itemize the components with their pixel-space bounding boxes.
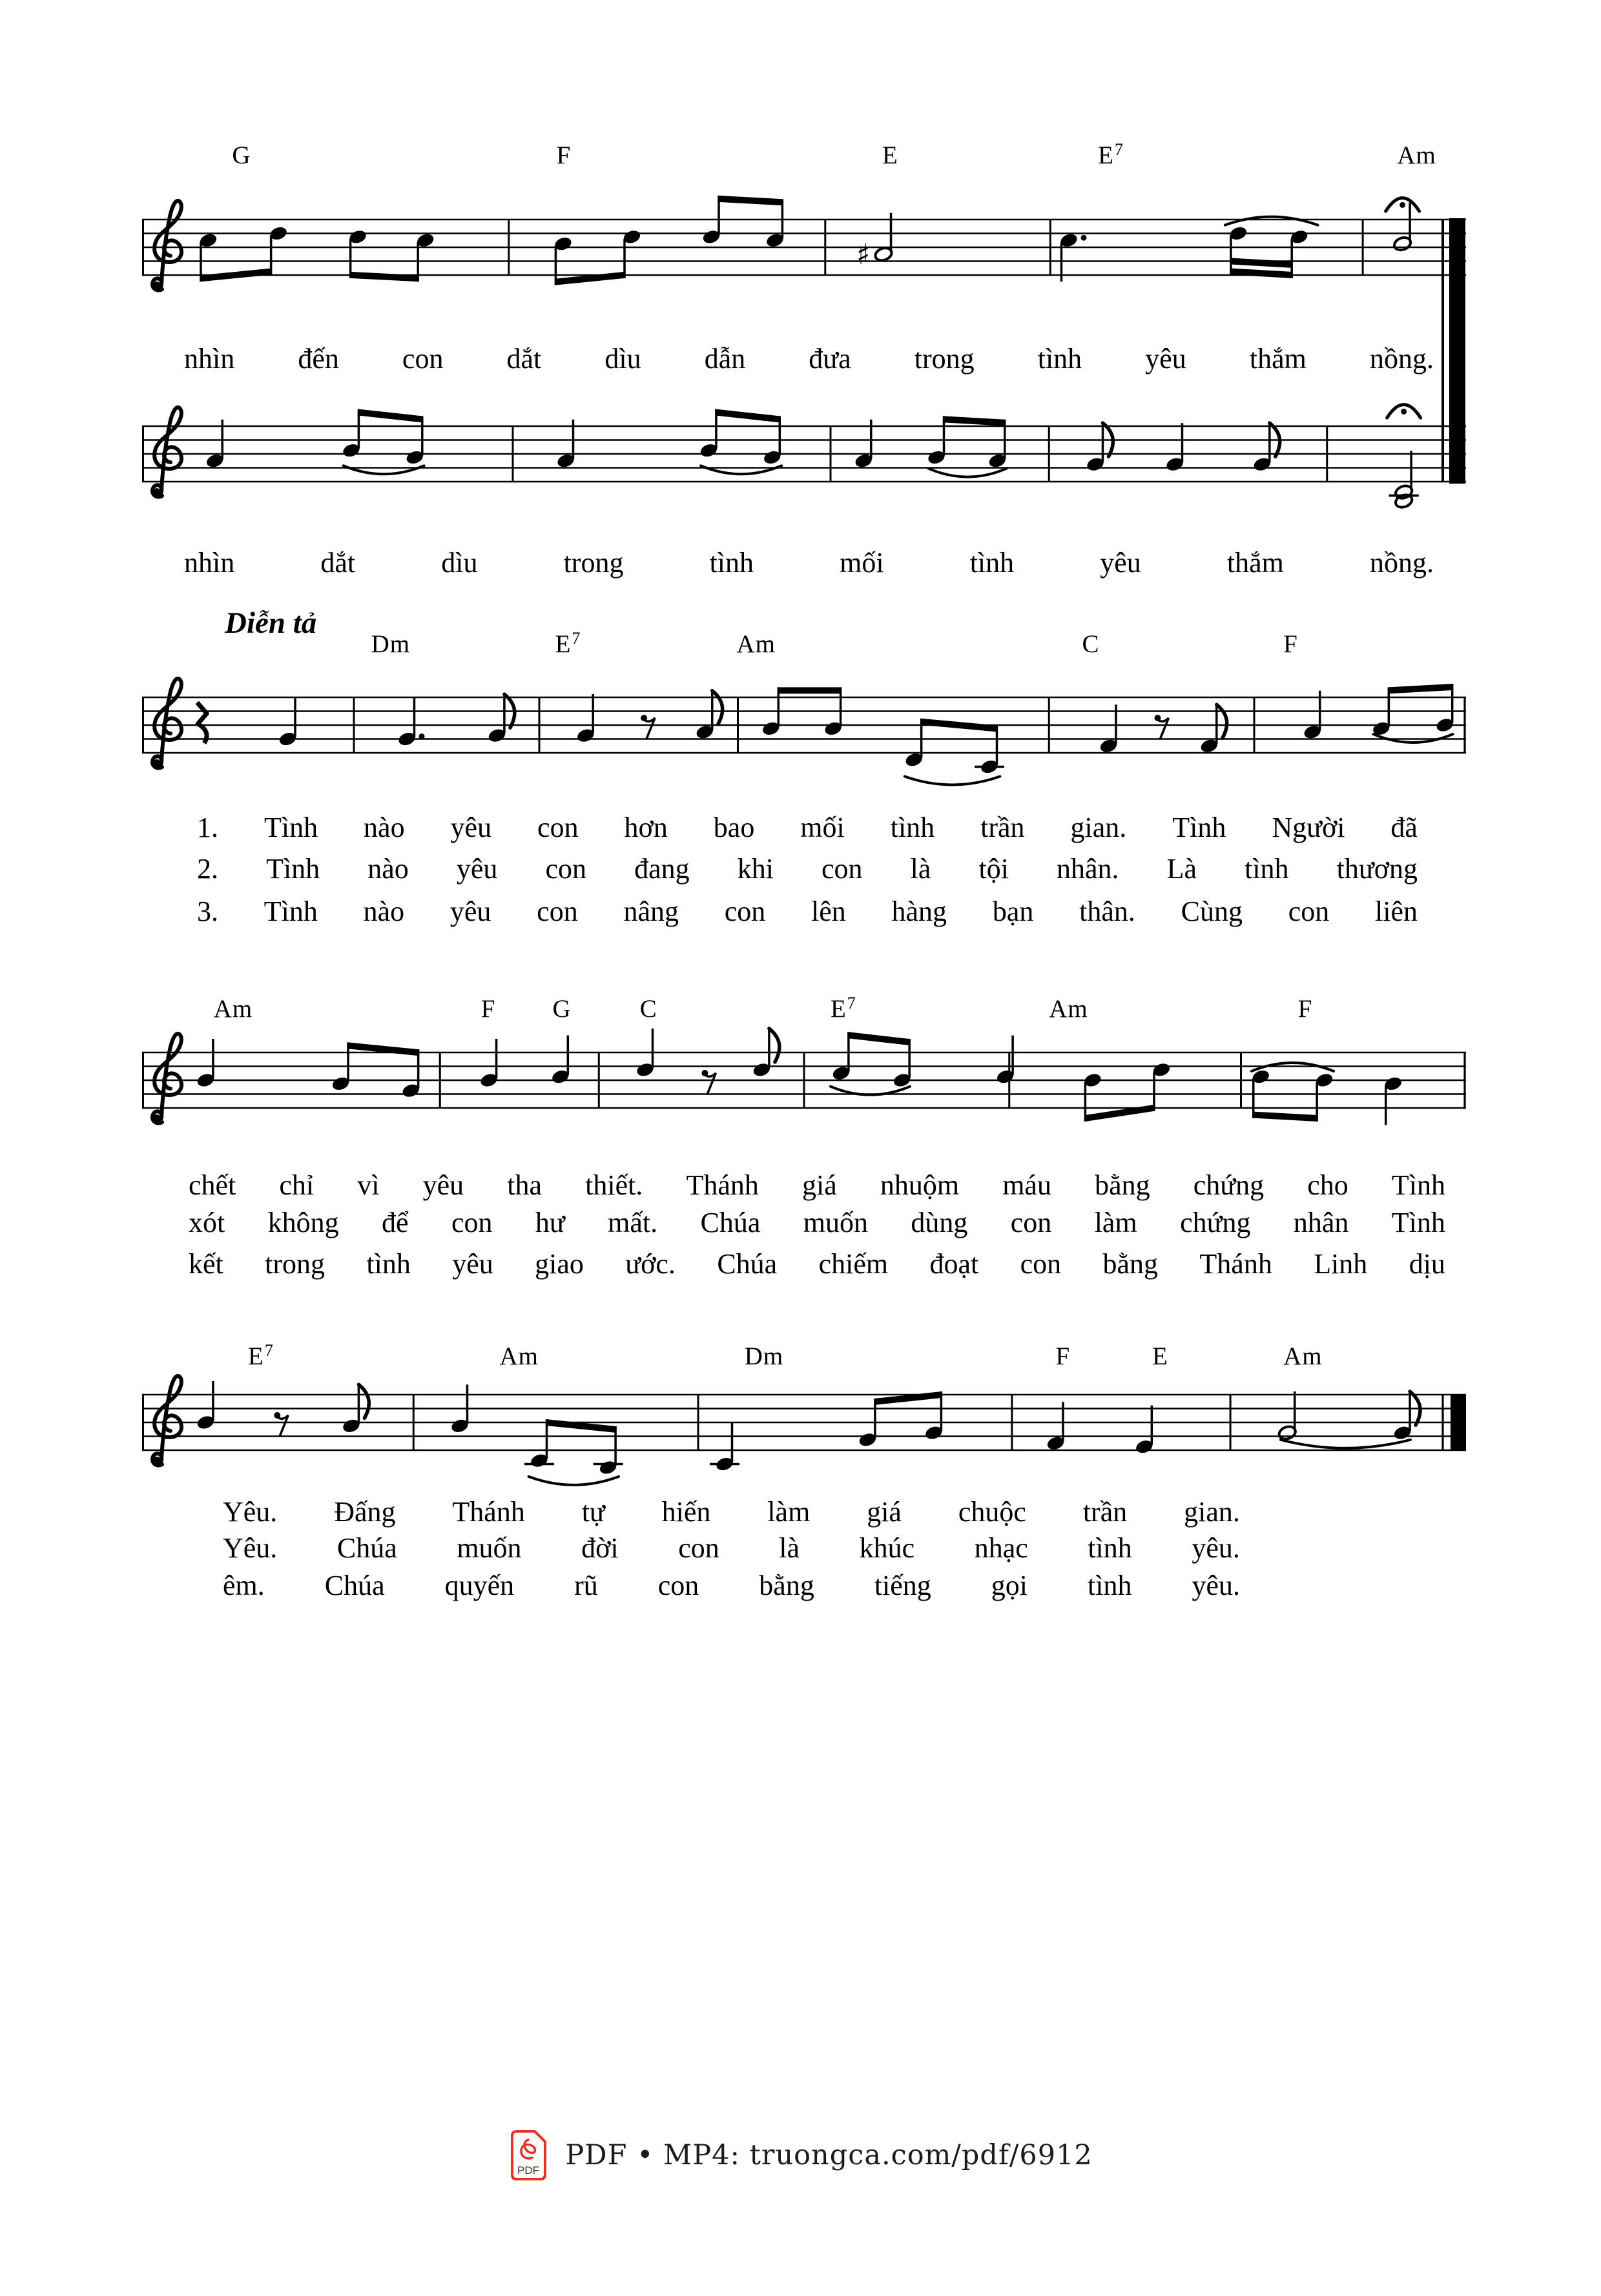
note [1165, 423, 1185, 473]
lyric-word: để [382, 1207, 409, 1238]
lyric-word: thương [1336, 853, 1418, 885]
lyric-word: kết [189, 1248, 223, 1280]
note [752, 1029, 780, 1078]
lyric-line [223, 1569, 1240, 1603]
note [397, 698, 425, 748]
lyric-word: trần [1082, 1496, 1128, 1528]
lyric-word: Là [1166, 853, 1197, 885]
lyric-word: Yêu. [223, 1532, 278, 1564]
lyric-word: yêu. [1192, 1532, 1240, 1564]
lyric-word: bao [713, 812, 755, 843]
chord-label: Am [499, 1342, 539, 1370]
lyric-word: liên [1375, 896, 1418, 927]
lyric-word: dắt [320, 547, 356, 579]
chord-label: Am [1283, 1342, 1323, 1370]
lyric-word: nhân [1293, 1207, 1349, 1238]
lyric-word: trong [914, 343, 975, 374]
note [892, 1039, 912, 1089]
note [831, 1032, 851, 1081]
lyric-word: yêu [1145, 343, 1186, 374]
chord-label: G [552, 995, 572, 1023]
lyric-word: dắt [506, 343, 542, 374]
note [1389, 451, 1419, 500]
lyric-word: Đấng [334, 1496, 396, 1528]
lyric-word: rũ [574, 1570, 598, 1601]
lyric-line [189, 1206, 1445, 1240]
expression-marking: Diễn tả [225, 606, 317, 640]
note [858, 1399, 878, 1448]
lyric-word: tha [507, 1169, 542, 1201]
lyric-word: con [537, 812, 579, 843]
lyric-word: con [1010, 1207, 1052, 1238]
lyric-word: con [678, 1532, 719, 1564]
lyric-word: thiết. [585, 1169, 643, 1201]
lyric-word: nhân. [1057, 853, 1119, 885]
lyric-word: êm. [223, 1570, 265, 1601]
lyric-word: mất. [608, 1207, 658, 1238]
chord-label: Am [213, 995, 253, 1023]
lyric-word: bằng [1095, 1169, 1150, 1201]
lyric-word: nồng. [1369, 547, 1434, 579]
lyric-word: thắm [1249, 343, 1307, 374]
note [1435, 684, 1455, 733]
note [401, 1049, 421, 1099]
lyric-word: nhìn [184, 343, 235, 374]
lyric-word: giá [867, 1496, 902, 1528]
note [1228, 225, 1248, 275]
chord-label: $E^7$ [1098, 140, 1124, 169]
lyric-line [223, 1495, 1240, 1529]
lyric-word: chứng [1193, 1169, 1265, 1201]
lyric-word: nào [364, 812, 405, 843]
lyric-word: dùng [911, 1207, 968, 1238]
lyric-word: mối [840, 547, 884, 579]
lyric-word: Tình [1172, 812, 1226, 843]
lyric-word: con [724, 896, 766, 927]
note [1314, 1072, 1334, 1122]
eighth-rest [641, 715, 655, 739]
lyric-word: Linh [1314, 1248, 1368, 1280]
chord-label: $E^7$ [831, 994, 856, 1023]
footer [0, 2128, 1601, 2182]
lyric-word: Tình [1391, 1207, 1445, 1238]
lyric-line [197, 852, 1418, 886]
chord-label: C [639, 995, 657, 1023]
lyric-word: con [821, 853, 863, 885]
note [927, 416, 947, 466]
note [269, 225, 289, 275]
lyric-word: nồng. [1369, 343, 1434, 374]
staff-system-s3 [142, 600, 1466, 846]
treble-clef-icon [152, 201, 181, 291]
note [701, 196, 721, 245]
lyric-word: lên [811, 896, 846, 927]
lyric-word: mối [800, 812, 845, 843]
lyric-word: tội [978, 853, 1009, 885]
lyric-word: chứng [1180, 1207, 1251, 1238]
lyric-word: nào [367, 853, 409, 885]
lyric-word: hơn [624, 812, 668, 843]
lyric-word: đang [634, 853, 690, 885]
lyric-word: yêu [456, 853, 498, 885]
lyric-word: chết [189, 1169, 236, 1201]
lyric-word: bằng [759, 1570, 814, 1601]
lyric-word: chỉ [279, 1169, 315, 1201]
lyric-word: Cùng [1181, 896, 1243, 927]
note [1389, 493, 1419, 509]
note [856, 213, 893, 271]
lyric-word: thân. [1079, 896, 1135, 927]
lyric-word: nâng [623, 896, 679, 927]
chord-label: F [1283, 630, 1298, 658]
lyric-word: dịu [1409, 1248, 1445, 1280]
chord-label: C [1082, 630, 1100, 658]
lyric-word: Thánh [452, 1496, 525, 1528]
note [1086, 423, 1113, 473]
lyric-word: yêu [422, 1169, 464, 1201]
lyric-word: yêu [1100, 547, 1141, 579]
quarter-rest [197, 702, 207, 743]
lyric-word: Tình [263, 896, 318, 927]
lyric-word: con [451, 1207, 493, 1238]
lyric-word: yêu [452, 1248, 493, 1280]
lyric-word: xót [189, 1207, 225, 1238]
eighth-rest [701, 1070, 716, 1094]
lyric-word: dìu [604, 343, 641, 374]
note [995, 1036, 1015, 1085]
lyric-line [223, 1532, 1240, 1565]
pdf-file-icon[interactable] [508, 2128, 548, 2182]
lyric-word: Tình [266, 853, 320, 885]
note [1372, 687, 1392, 737]
note [342, 1384, 369, 1434]
lyric-word: Chúa [717, 1248, 778, 1280]
note [196, 1039, 216, 1089]
lyric-word: Chúa [336, 1532, 397, 1564]
lyric-word: tình [1088, 1570, 1132, 1601]
chord-label: Am [1049, 995, 1088, 1023]
lyric-word: đoạt [929, 1248, 979, 1280]
lyric-word: đã [1390, 812, 1418, 843]
chord-label: F [1055, 1342, 1071, 1370]
lyric-line [184, 546, 1434, 580]
note [487, 694, 515, 744]
lyric-word: dìu [441, 547, 478, 579]
lyric-line [197, 811, 1418, 845]
lyric-word: 3. [197, 896, 218, 927]
lyric-word: muốn [457, 1532, 522, 1564]
lyric-word: không [267, 1207, 339, 1238]
chord-label: E [882, 141, 898, 169]
lyric-word: giá [801, 1169, 837, 1201]
treble-clef-icon [152, 679, 181, 768]
note [405, 416, 425, 466]
lyric-word: Thánh [686, 1169, 759, 1201]
lyric-word: nhìn [184, 547, 235, 579]
chord-label: Am [736, 630, 776, 658]
treble-clef-icon [152, 1376, 181, 1466]
note [975, 726, 1004, 775]
eighth-rest [1155, 715, 1169, 739]
chord-label: Dm [371, 630, 411, 658]
note [1383, 1075, 1403, 1125]
lyric-word: Tình [1391, 1169, 1445, 1201]
note [635, 1029, 656, 1078]
lyric-word: tự [581, 1496, 605, 1528]
note [1251, 1069, 1271, 1118]
lyric-word: trần [980, 812, 1025, 843]
lyric-word: máu [1002, 1169, 1051, 1201]
lyric-word: giao [535, 1248, 584, 1280]
fermata-icon [1386, 198, 1420, 211]
lyric-word: chiếm [818, 1248, 889, 1280]
lyric-word: nào [363, 896, 405, 927]
note [763, 416, 783, 466]
note [196, 1381, 216, 1431]
lyric-word: hư [535, 1207, 565, 1238]
lyric-word: chuộc [958, 1496, 1026, 1528]
lyric-word: con [402, 343, 444, 374]
note [450, 1384, 470, 1434]
chord-label: Dm [744, 1342, 784, 1370]
lyric-word: gian. [1070, 812, 1127, 843]
note [575, 694, 595, 744]
lyric-word: cho [1307, 1169, 1348, 1201]
note [331, 1042, 351, 1092]
lyric-word: con [657, 1570, 699, 1601]
lyric-word: tiếng [874, 1570, 931, 1601]
note [594, 1426, 623, 1476]
lyric-word: con [1288, 896, 1330, 927]
lyric-word: con [1020, 1248, 1062, 1280]
lyric-line [197, 895, 1418, 928]
chord-label: F [480, 995, 496, 1023]
note [278, 698, 298, 748]
note [479, 1039, 499, 1089]
lyric-word: gian. [1184, 1496, 1240, 1528]
lyric-word: Yêu. [223, 1496, 278, 1528]
chord-label: G [232, 141, 251, 169]
note [524, 1419, 554, 1469]
note [1289, 229, 1309, 278]
note [342, 409, 362, 459]
lyric-word: đời [581, 1532, 619, 1564]
lyric-word: quyến [444, 1570, 515, 1601]
lyric-word: thắm [1226, 547, 1284, 579]
note [1135, 1406, 1155, 1455]
note [761, 687, 781, 737]
lyric-word: tình [1245, 853, 1289, 885]
lyric-word: gọi [991, 1570, 1028, 1601]
note [1252, 423, 1280, 473]
note [699, 409, 719, 459]
lyric-word: tình [969, 547, 1015, 579]
staff-system-s2 [142, 329, 1466, 575]
lyric-word: nhuộm [880, 1169, 960, 1201]
lyric-word: yêu [449, 896, 491, 927]
lyric-word: trong [265, 1248, 325, 1280]
lyric-word: Tình [263, 812, 318, 843]
lyric-word: muốn [803, 1207, 868, 1238]
lyric-word: đưa [809, 343, 851, 374]
lyric-word: làm [1094, 1207, 1137, 1238]
fermata-icon [1387, 405, 1421, 418]
lyric-word: trong [563, 547, 624, 579]
lyric-word: Người [1272, 812, 1345, 843]
lyric-word: Chúa [324, 1570, 385, 1601]
lyric-word: tình [1037, 343, 1082, 374]
lyric-line [189, 1247, 1445, 1281]
lyric-word: 2. [197, 853, 218, 885]
lyric-word: khúc [859, 1532, 915, 1564]
note [710, 1423, 739, 1473]
lyric-word: con [537, 896, 578, 927]
lyric-word: khi [737, 853, 774, 885]
staff-system-s4 [142, 956, 1466, 1201]
lyric-word: tình [366, 1248, 411, 1280]
eighth-rest [274, 1412, 288, 1436]
lyric-word: bằng [1102, 1248, 1159, 1280]
note [1392, 1391, 1420, 1441]
lyric-word: đến [298, 343, 339, 374]
note [1392, 203, 1412, 252]
treble-clef-icon [152, 407, 181, 497]
lyric-line [189, 1169, 1445, 1202]
lyric-word: là [779, 1532, 800, 1564]
lyric-word: Chúa [700, 1207, 761, 1238]
note [1277, 1391, 1297, 1441]
lyric-word: hiến [661, 1496, 711, 1528]
lyric-word: hàng [891, 896, 947, 927]
chord-label: Am [1397, 141, 1436, 169]
lyric-word: yêu. [1192, 1570, 1240, 1601]
lyric-word: vì [357, 1169, 380, 1201]
note [823, 687, 843, 737]
lyric-word: Thánh [1199, 1248, 1272, 1280]
note [765, 199, 785, 249]
lyric-word: yêu [450, 812, 492, 843]
chord-label: F [1297, 995, 1313, 1023]
lyric-word: con [545, 853, 587, 885]
lyric-word: làm [767, 1496, 811, 1528]
chord-label: $E^7$ [248, 1341, 274, 1370]
lyric-word: là [910, 853, 931, 885]
lyric-word: dẫn [704, 343, 746, 374]
lyric-word: nhạc [974, 1532, 1028, 1564]
lyric-word: tình [1088, 1532, 1132, 1564]
lyric-word: tình [890, 812, 935, 843]
lyric-word: ước. [625, 1248, 676, 1280]
chord-label: E [1152, 1342, 1168, 1370]
lyric-word: 1. [197, 812, 218, 843]
lyric-word: bạn [992, 896, 1034, 927]
pdf-badge-text: PDF [517, 2164, 540, 2177]
note [551, 1036, 571, 1085]
note [348, 229, 368, 278]
chord-label: $E^7$ [555, 629, 581, 658]
note [622, 229, 642, 278]
treble-clef-icon [152, 1034, 181, 1123]
note [1152, 1061, 1172, 1111]
footer-link[interactable]: PDF • MP4: truongca.com/pdf/6912 [565, 2139, 1093, 2171]
accidental-sharp-icon: ♯ [856, 238, 871, 271]
lyric-word: tình [709, 547, 754, 579]
chord-label: F [556, 141, 572, 169]
